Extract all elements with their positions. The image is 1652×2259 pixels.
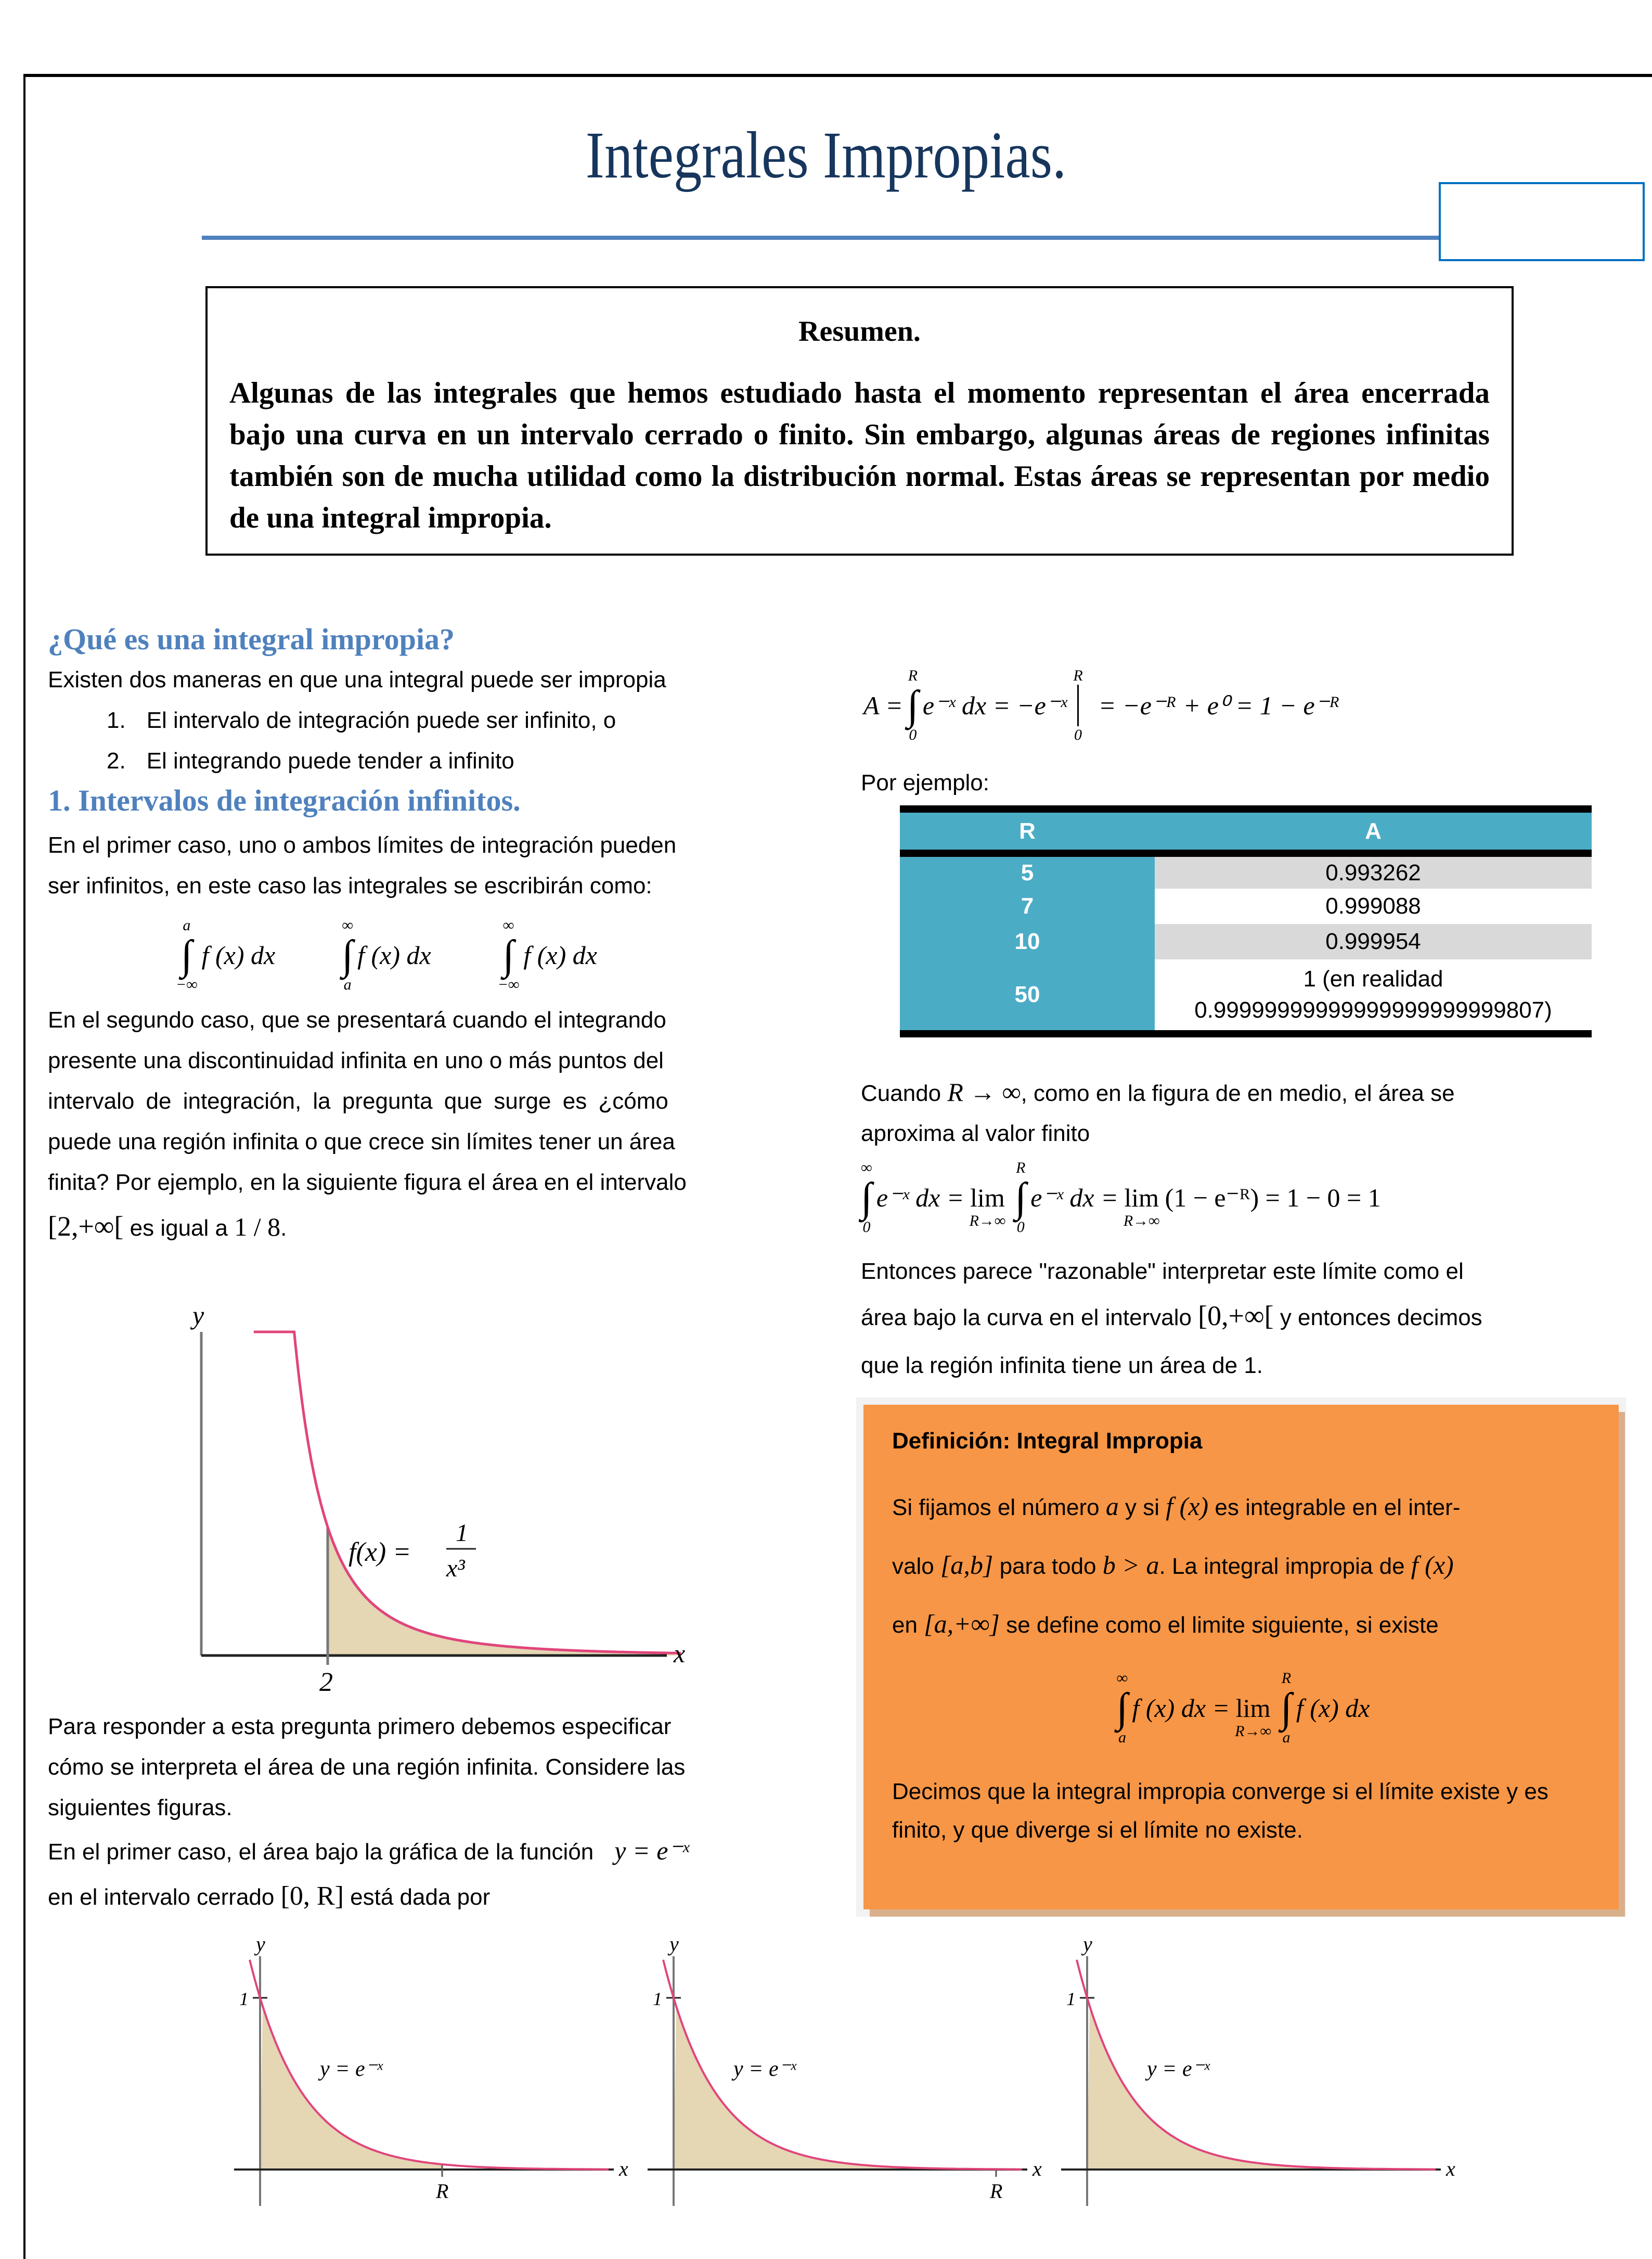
integral-sign: ∫	[502, 932, 514, 978]
area-formula	[863, 667, 1340, 744]
integral-operator	[342, 917, 353, 994]
list-text: El intervalo de integración puede ser infinito, o	[146, 708, 616, 733]
formula-part: (1 − e⁻ᴿ) = 1 − 0 = 1	[1165, 1183, 1381, 1212]
paragraph-line	[861, 1295, 1482, 1338]
formula-part: e⁻ˣ dx = −e⁻ˣ	[922, 691, 1067, 720]
upper-limit: ∞	[502, 917, 514, 934]
formula-lhs: A =	[863, 691, 903, 720]
upper-limit: ∞	[1116, 1670, 1128, 1687]
summary-box	[205, 286, 1514, 556]
paragraph-line: siguientes figuras.	[48, 1795, 233, 1820]
integral-sign: ∫	[907, 683, 919, 728]
function-numerator: 1	[456, 1519, 468, 1547]
lim-operator: lim	[970, 1183, 1005, 1212]
formula-part: f (x) dx	[1296, 1693, 1370, 1723]
table-row	[900, 889, 1592, 924]
paragraph-line: Para responder a esta pregunta primero debemos especificar	[48, 1714, 672, 1739]
upper-limit: R	[908, 667, 918, 684]
math: b > a	[1102, 1550, 1159, 1580]
paragraph-line: que la región infinita tiene un área de 1.	[861, 1353, 1263, 1378]
integral-sign: ∫	[180, 932, 192, 978]
x-axis-label: x	[1446, 2157, 1455, 2180]
lower-limit: −∞	[176, 976, 198, 993]
paragraph-line: En el primer caso, uno o ambos límites de integración pueden	[48, 832, 677, 858]
lower-limit: a	[1118, 1729, 1126, 1746]
cell-a: 0.999954	[1155, 924, 1592, 959]
definition-line	[892, 1478, 1590, 1536]
upper-limit: R	[1073, 667, 1083, 684]
results-table	[900, 805, 1592, 1037]
text: En el primer caso, el área bajo la gráfica de la función	[48, 1839, 594, 1865]
column-header: A	[1155, 813, 1592, 853]
cell-r: 5	[900, 853, 1155, 889]
integral-forms	[172, 917, 597, 994]
text: Si fijamos el número	[892, 1495, 1106, 1520]
definition-box	[863, 1405, 1619, 1909]
section-heading-what: ¿Qué es una integral impropia?	[48, 622, 455, 656]
integral-sign: ∫	[1116, 1685, 1128, 1731]
list-item	[107, 700, 616, 741]
lower-limit: 0	[1016, 1218, 1025, 1236]
list-number: 2.	[107, 748, 126, 774]
paragraph-line: ser infinitos, en este caso las integrales se escribirán como:	[48, 873, 652, 899]
upper-limit: ∞	[342, 917, 353, 934]
integral-form	[494, 917, 597, 994]
upper-limit: ∞	[861, 1159, 872, 1176]
function-math: y = e⁻ˣ	[614, 1836, 689, 1865]
text: valo	[892, 1554, 940, 1579]
paragraph-line: Entonces parece "razonable" interpretar este límite como el	[861, 1259, 1464, 1284]
cell-r: 10	[900, 924, 1155, 959]
definition-formula	[892, 1670, 1590, 1747]
evaluation-bar-line	[1077, 685, 1079, 726]
exponential-figure	[648, 1935, 1043, 2219]
exponential-figures	[234, 1935, 1482, 2219]
text: .	[280, 1215, 287, 1241]
formula-part: f (x) dx =	[1132, 1693, 1230, 1723]
r-tick-label: R	[990, 2179, 1003, 2203]
integral-form	[172, 917, 275, 994]
paragraph-line: puede una región infinita o que crece sin límites tener un área	[48, 1129, 675, 1154]
y-axis-label: y	[256, 1935, 265, 1956]
paragraph-line: intervalo de integración, la pregunta que surge es ¿cómo	[48, 1088, 668, 1114]
header-box	[1439, 182, 1645, 261]
cell-a: 0.993262	[1155, 853, 1592, 889]
text: es integrable en el inter-	[1208, 1495, 1461, 1520]
list-number: 1.	[107, 708, 126, 733]
lim-operator: lim	[1124, 1183, 1159, 1212]
column-header: R	[900, 813, 1155, 853]
text: , como en la figura de en medio, el área se	[1021, 1081, 1455, 1106]
math: a	[1105, 1492, 1119, 1521]
lim-subscript: R→∞	[969, 1212, 1006, 1229]
lim-subscript: R→∞	[1235, 1723, 1271, 1740]
math: [a,b]	[940, 1550, 993, 1580]
function-label: f(x) =	[349, 1537, 411, 1567]
exponential-figure	[234, 1935, 629, 2219]
paragraph-line	[48, 1206, 287, 1249]
table-row	[900, 924, 1592, 959]
math: f (x)	[1411, 1550, 1454, 1580]
list-item	[107, 741, 514, 781]
summary-body: Algunas de las integrales que hemos estudiado hasta el momento representan el área encerrada bajo una curva en un intervalo cerrado o finito. Sin embargo, algunas áreas de regiones infinitas también son de mucha utilidad como la distribución normal. Estas áreas se representan por medio de una integral impropia.	[229, 377, 1490, 534]
integral-sign: ∫	[1280, 1685, 1292, 1731]
integral-sign: ∫	[1015, 1175, 1027, 1221]
limit-operator	[970, 1165, 1006, 1230]
paragraph-line	[48, 1830, 689, 1872]
function-label: y = e⁻ˣ	[1147, 2057, 1210, 2081]
text: . La integral impropia de	[1159, 1554, 1411, 1579]
text: en	[892, 1612, 924, 1638]
limit-operator	[1124, 1165, 1160, 1230]
text: Cuando	[861, 1081, 948, 1106]
function-label: y = e⁻ˣ	[733, 2057, 796, 2081]
paragraph-line	[861, 1072, 1455, 1114]
intro-text: Existen dos maneras en que una integral puede ser impropia	[48, 667, 666, 692]
integral-sign: ∫	[342, 932, 354, 978]
interval-math: [2,+∞[	[48, 1211, 124, 1242]
table-row	[900, 853, 1592, 889]
table-row	[900, 959, 1592, 1030]
function-denominator: x³	[446, 1555, 465, 1582]
shaded-area	[674, 2006, 996, 2170]
math: f (x)	[1166, 1492, 1209, 1521]
integral-operator	[1015, 1159, 1026, 1236]
text: para todo	[993, 1554, 1103, 1579]
formula-part: e⁻ˣ dx =	[876, 1183, 964, 1212]
cell-r: 50	[900, 959, 1155, 1030]
text: y si	[1118, 1495, 1166, 1520]
limit-math: R → ∞	[947, 1077, 1021, 1107]
value-math: 1 / 8	[234, 1212, 281, 1241]
interval-math: [0,+∞[	[1198, 1300, 1274, 1331]
text: se define como el limite siguiente, si existe	[999, 1612, 1439, 1638]
definition-closing: Decimos que la integral impropia converge si el límite existe y es finito, y que diverge si el límite no existe.	[892, 1779, 1548, 1843]
lower-limit: −∞	[497, 976, 520, 993]
lower-limit: 0	[1074, 726, 1082, 743]
summary-heading: Resumen.	[798, 315, 921, 348]
lim-operator: lim	[1235, 1693, 1271, 1723]
lower-limit: 0	[909, 726, 917, 743]
lower-limit: a	[1282, 1729, 1290, 1746]
lower-limit: 0	[862, 1218, 871, 1236]
y-axis-label: y	[1083, 1935, 1092, 1956]
math: [a,+∞]	[924, 1609, 1000, 1638]
integral-operator	[1281, 1670, 1292, 1747]
paragraph-line: cómo se interpreta el área de una región infinita. Considere las	[48, 1754, 686, 1780]
integral-operator	[907, 667, 919, 744]
paragraph-line	[48, 1876, 490, 1918]
lim-subscript: R→∞	[1123, 1212, 1160, 1229]
paragraph-line: finita? Por ejemplo, en la siguiente figura el área en el intervalo	[48, 1170, 687, 1195]
y-tick-label: 1	[653, 1988, 662, 2009]
shaded-area	[1087, 2006, 1436, 2170]
example-label: Por ejemplo:	[861, 770, 990, 795]
integrand: f (x) dx	[357, 941, 431, 970]
shaded-area	[260, 2006, 442, 2170]
definition-line	[892, 1595, 1590, 1654]
integral-operator	[861, 1159, 872, 1236]
formula-part: = −e⁻ᴿ + e⁰ = 1 − e⁻ᴿ	[1098, 691, 1340, 720]
curve	[254, 1332, 681, 1653]
limit-operator	[1235, 1676, 1271, 1740]
definition-line	[892, 1536, 1590, 1595]
lower-limit: a	[343, 976, 352, 993]
cell-r: 7	[900, 889, 1155, 924]
y-axis-label: y	[192, 1301, 204, 1330]
y-tick-label: 1	[239, 1988, 249, 2009]
paragraph-line: aproxima al valor finito	[861, 1121, 1090, 1146]
y-tick-label: 1	[1066, 1988, 1076, 2009]
cell-a: 0.999088	[1325, 893, 1421, 919]
section-heading-infinite: 1. Intervalos de integración infinitos.	[48, 784, 521, 817]
text: área bajo la curva en el intervalo	[861, 1305, 1198, 1330]
r-tick-label: R	[436, 2179, 449, 2203]
text: y entonces decimos	[1273, 1305, 1482, 1330]
function-label: y = e⁻ˣ	[320, 2057, 383, 2081]
text: está dada por	[343, 1884, 491, 1910]
integral-operator	[498, 917, 520, 994]
text: en el intervalo cerrado	[48, 1884, 281, 1910]
formula-part: e⁻ˣ dx =	[1030, 1183, 1118, 1212]
title-rule	[202, 236, 1440, 240]
x-tick-label: 2	[319, 1667, 333, 1697]
y-axis-label: y	[669, 1935, 679, 1956]
limit-formula	[861, 1159, 1381, 1236]
text: es igual a	[123, 1215, 235, 1241]
list-text: El integrando puede tender a infinito	[146, 748, 514, 774]
exponential-figure	[1061, 1935, 1456, 2219]
upper-limit: R	[1281, 1670, 1292, 1687]
evaluation-bar	[1073, 667, 1082, 744]
page-title: Integrales Impropias.	[585, 118, 1067, 192]
cell-a: 1 (en realidad 0.99999999999999999999999807)	[1194, 966, 1552, 1023]
definition-title: Definición: Integral Impropia	[892, 1428, 1203, 1454]
figure-reciprocal-cube	[177, 1301, 697, 1706]
x-axis-label: x	[619, 2157, 628, 2180]
paragraph-line: presente una discontinuidad infinita en uno o más puntos del	[48, 1048, 664, 1073]
integrand: f (x) dx	[201, 941, 276, 970]
integral-operator	[176, 917, 198, 994]
upper-limit: R	[1016, 1159, 1026, 1176]
integral-form	[338, 917, 431, 994]
interval-math: [0, R]	[280, 1881, 344, 1911]
integral-operator	[1117, 1670, 1128, 1747]
upper-limit: a	[183, 917, 191, 934]
integral-sign: ∫	[861, 1175, 872, 1221]
x-axis-label: x	[674, 1639, 686, 1668]
paragraph-line: En el segundo caso, que se presentará cuando el integrando	[48, 1007, 666, 1033]
integrand: f (x) dx	[523, 941, 597, 970]
x-axis-label: x	[1032, 2157, 1042, 2180]
